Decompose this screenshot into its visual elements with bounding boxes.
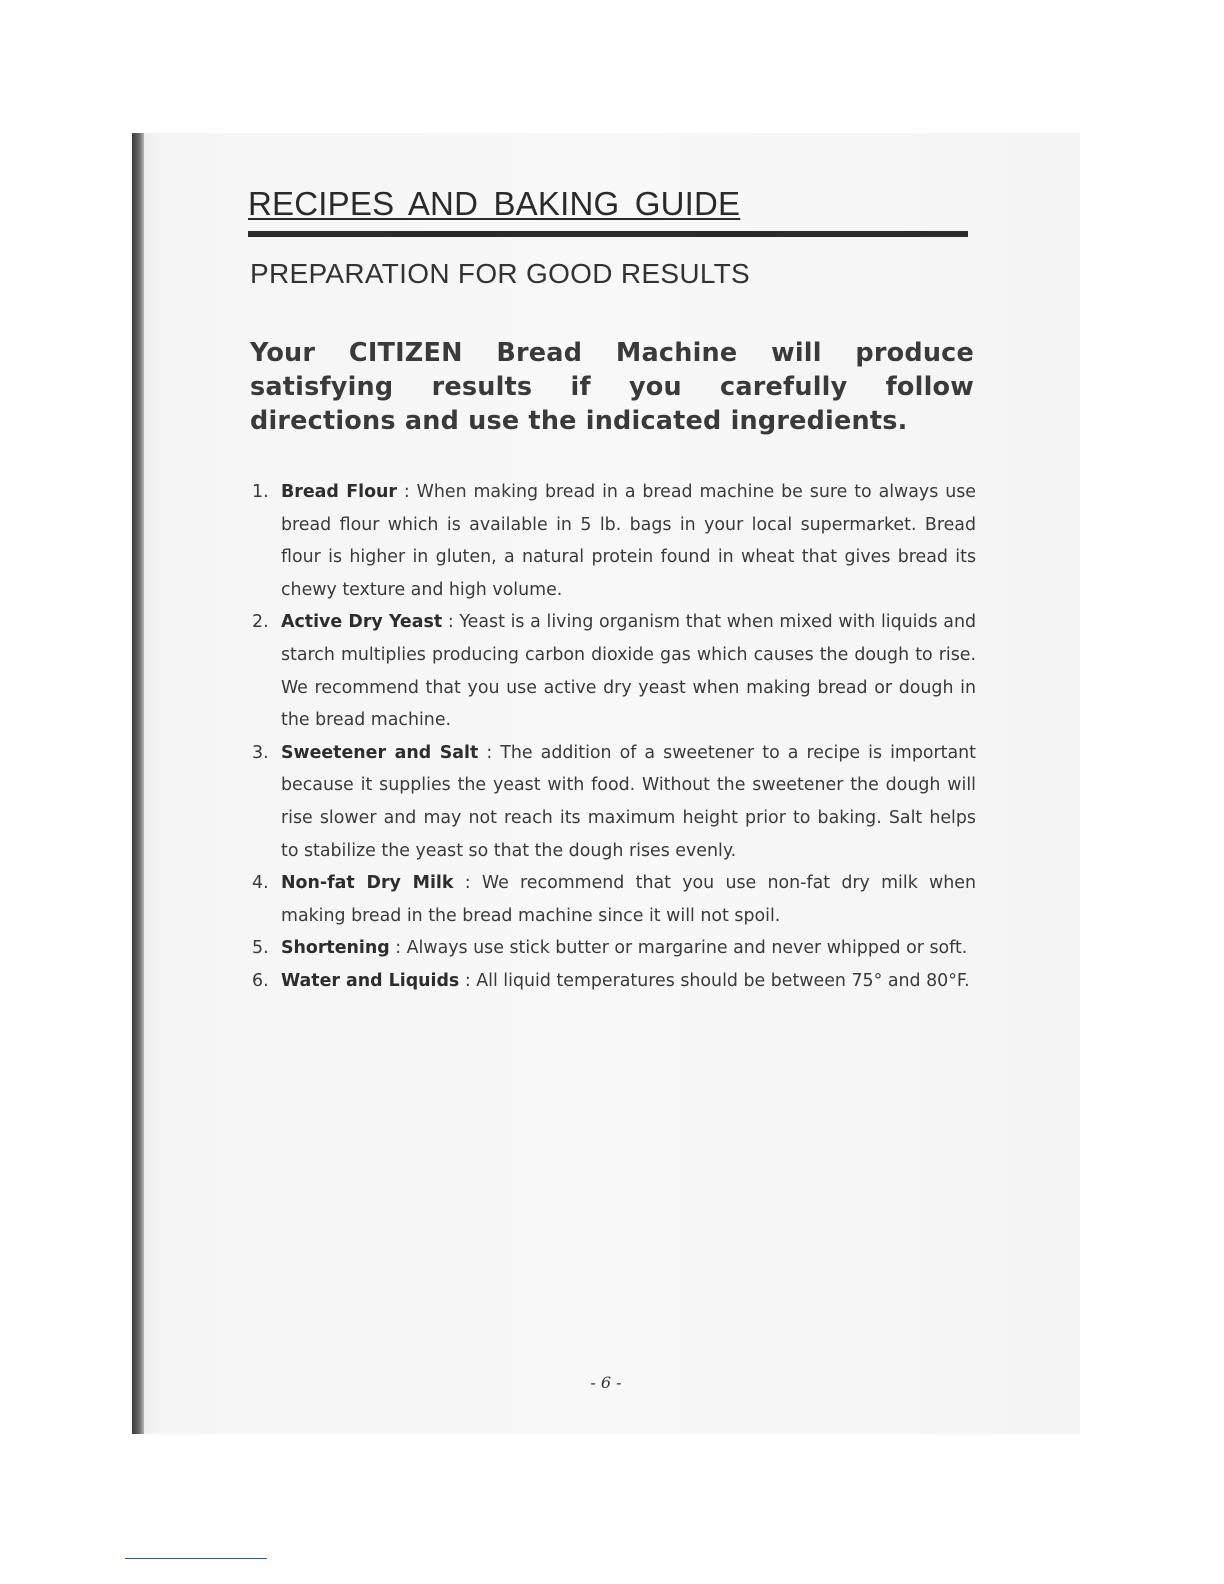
list-item-term: Sweetener and Salt xyxy=(281,742,479,763)
list-item-number: 6. xyxy=(252,970,269,991)
list-item-separator: : xyxy=(442,612,460,633)
list-item xyxy=(250,965,976,998)
list-item xyxy=(250,867,976,932)
list-item-number: 1. xyxy=(252,482,269,502)
ingredient-list xyxy=(250,476,976,998)
list-item-term: Shortening xyxy=(281,938,390,959)
list-item-term: Bread Flour xyxy=(281,482,397,502)
list-item-text: When making bread in a bread machine be sure to always use bread flour which is available in 5 lb. bags in your local supermarket. Bread flour is higher in gluten, a natural protein found in wheat that gives bread its chewy texture and high volume. xyxy=(281,482,976,600)
section-subtitle: PREPARATION FOR GOOD RESULTS xyxy=(250,258,751,289)
list-item-text: Always use stick butter or margarine and never whipped or soft. xyxy=(406,938,968,959)
list-item-separator: : xyxy=(459,970,477,991)
page-title-text: RECIPES AND BAKING GUIDE xyxy=(248,185,741,222)
list-item-text: Yeast is a living organism that when mixed with liquids and starch multiplies producing carbon dioxide gas which causes the dough to rise. We recommend that you use active dry yeast when making bread or dough in the bread machine. xyxy=(281,612,977,731)
page-binding-edge xyxy=(132,133,144,1434)
list-item xyxy=(250,737,976,867)
list-item-separator: : xyxy=(453,873,482,894)
footnote-divider xyxy=(125,1558,267,1559)
page-number: - 6 - xyxy=(590,1373,622,1392)
list-item-term: Non-fat Dry Milk xyxy=(281,873,454,894)
list-item-number: 3. xyxy=(252,742,269,763)
list-item-term: Active Dry Yeast xyxy=(281,612,443,633)
list-item-term: Water and Liquids xyxy=(281,970,460,991)
list-item xyxy=(250,476,976,606)
list-item xyxy=(250,606,976,736)
intro-paragraph: Your CITIZEN Bread Machine will produce satisfying results if you carefully follow directions and use the indicated ingredients. xyxy=(250,338,974,436)
list-item-separator: : xyxy=(478,742,501,763)
list-item xyxy=(250,932,976,965)
scanned-page xyxy=(132,133,1080,1434)
list-item-separator: : xyxy=(389,938,407,959)
list-item-number: 4. xyxy=(252,873,269,894)
list-item-number: 2. xyxy=(252,612,269,633)
list-item-text: We recommend that you use non-fat dry milk when making bread in the bread machine since it will not spoil. xyxy=(281,873,977,926)
list-item-text: All liquid temperatures should be between 75° and 80°F. xyxy=(476,970,970,991)
list-item-separator: : xyxy=(396,482,417,502)
list-item-text: The addition of a sweetener to a recipe is important because it supplies the yeast with food. Without the sweetener the dough will rise slower and may not reach its maximum height prior to baking. Salt helps to stabilize the yeast so that the dough rises evenly. xyxy=(281,742,976,861)
page-title xyxy=(248,185,968,237)
list-item-number: 5. xyxy=(252,938,269,959)
